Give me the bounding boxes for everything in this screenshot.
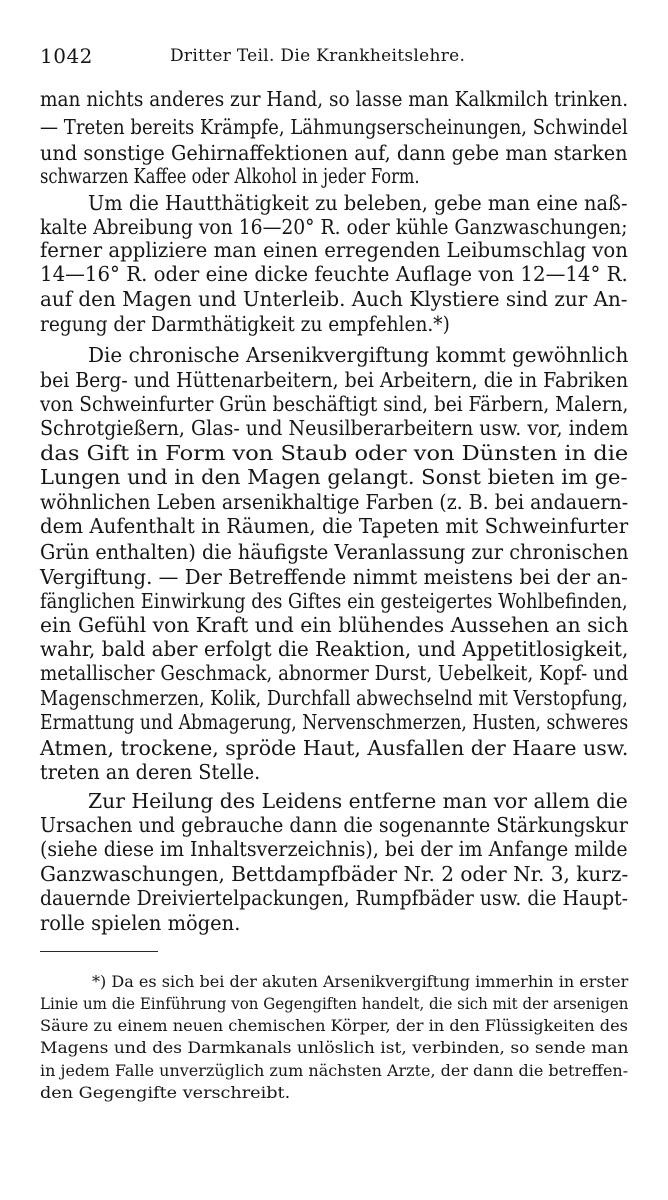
text-line: regung der Darmthätigkeit zu empfehlen.*): [40, 312, 450, 336]
text-line: das Gift in Form von Staub oder von Dünsten in die: [40, 441, 629, 465]
text-line: Ganzwaschungen, Bettdampfbäder Nr. 2 oder Nr. 3, kurz-: [40, 862, 629, 886]
text-line: bei Berg- und Hüttenarbeitern, bei Arbeitern, die in Fabriken: [40, 368, 629, 392]
text-line: auf den Magen und Unterleib. Auch Klystiere sind zur An-: [40, 287, 628, 311]
text-line: Ursachen und gebrauche dann die sogenannte Stärkungskur: [40, 813, 628, 837]
text-line: wöhnlichen Leben arsenikhaltige Farben (z. B. bei andauern-: [40, 490, 629, 514]
text-line: Die chronische Arsenikvergiftung kommt gewöhnlich: [88, 343, 629, 367]
text-line: von Schweinfurter Grün beschäftigt sind, bei Färbern, Malern,: [40, 392, 629, 416]
text-line: treten an deren Stelle.: [40, 760, 261, 784]
footnote-line: *) Da es sich bei der akuten Arsenikvergiftung immerhin in erster: [92, 973, 629, 991]
text-line: schwarzen Kaffee oder Alkohol in jeder Form.: [40, 164, 420, 188]
text-line: man nichts anderes zur Hand, so lasse man Kalkmilch trinken.: [40, 87, 629, 111]
text-line: Magenschmerzen, Kolik, Durchfall abwechselnd mit Verstopfung,: [40, 686, 628, 710]
text-line: — Treten bereits Krämpfe, Lähmungserscheinungen, Schwindel: [40, 115, 628, 139]
text-line: rolle spielen mögen.: [40, 911, 241, 935]
text-line: Grün enthalten) die häufigste Veranlassung zur chronischen: [40, 540, 629, 564]
text-line: metallischer Geschmack, abnormer Durst, Uebelkeit, Kopf- und: [40, 661, 629, 685]
footnote-line: in jedem Falle unverzüglich zum nächsten Arzte, der dann die betreffen-: [40, 1062, 629, 1080]
footnote-line: Säure zu einem neuen chemischen Körper, der in den Flüssigkeiten des: [40, 1017, 628, 1035]
text-line: dem Aufenthalt in Räumen, die Tapeten mit Schweinfurter: [40, 514, 629, 538]
page-number: 1042: [40, 44, 93, 68]
text-line: Zur Heilung des Leidens entferne man vor allem die: [88, 789, 628, 813]
text-line: ferner appliziere man einen erregenden Leibumschlag von: [40, 238, 628, 262]
text-line: Atmen, trockene, spröde Haut, Ausfallen der Haare usw.: [40, 736, 629, 760]
text-line: Vergiftung. — Der Betreffende nimmt meistens bei der an-: [40, 565, 628, 589]
text-line: und sonstige Gehirnaffektionen auf, dann gebe man starken: [40, 141, 628, 165]
text-line: 14—16° R. oder eine dicke feuchte Auflage von 12—14° R.: [40, 262, 628, 286]
running-head: Dritter Teil. Die Krankheitslehre.: [170, 46, 466, 66]
text-line: wahr, bald aber erfolgt die Reaktion, und Appetitlosigkeit,: [40, 637, 629, 661]
text-line: (siehe diese im Inhaltsverzeichnis), bei der im Anfange milde: [40, 837, 628, 861]
text-line: Schrotgießern, Glas- und Neusilberarbeitern usw. vor, indem: [40, 416, 629, 440]
page-header: [40, 44, 628, 74]
footnote-line: den Gegengifte verschreibt.: [40, 1084, 291, 1102]
footnote-line: Linie um die Einführung von Gegengiften handelt, die sich mit der arsenigen: [40, 995, 629, 1013]
text-line: kalte Abreibung von 16—20° R. oder kühle Ganzwaschungen;: [40, 215, 628, 239]
text-line: fänglichen Einwirkung des Giftes ein gesteigertes Wohlbefinden,: [40, 589, 628, 613]
text-line: Um die Hautthätigkeit zu beleben, gebe man eine naß-: [88, 191, 628, 215]
text-line: Lungen und in den Magen gelangt. Sonst bieten im ge-: [40, 465, 628, 489]
text-line: ein Gefühl von Kraft und ein blühendes Aussehen an sich: [40, 613, 629, 637]
footnote-line: Magens und des Darmkanals unlöslich ist, verbinden, so sende man: [40, 1039, 629, 1057]
text-line: dauernde Dreiviertelpackungen, Rumpfbäder usw. die Haupt-: [40, 886, 629, 910]
text-line: Ermattung und Abmagerung, Nervenschmerzen, Husten, schweres: [40, 710, 629, 734]
footnote-divider: [40, 951, 158, 952]
